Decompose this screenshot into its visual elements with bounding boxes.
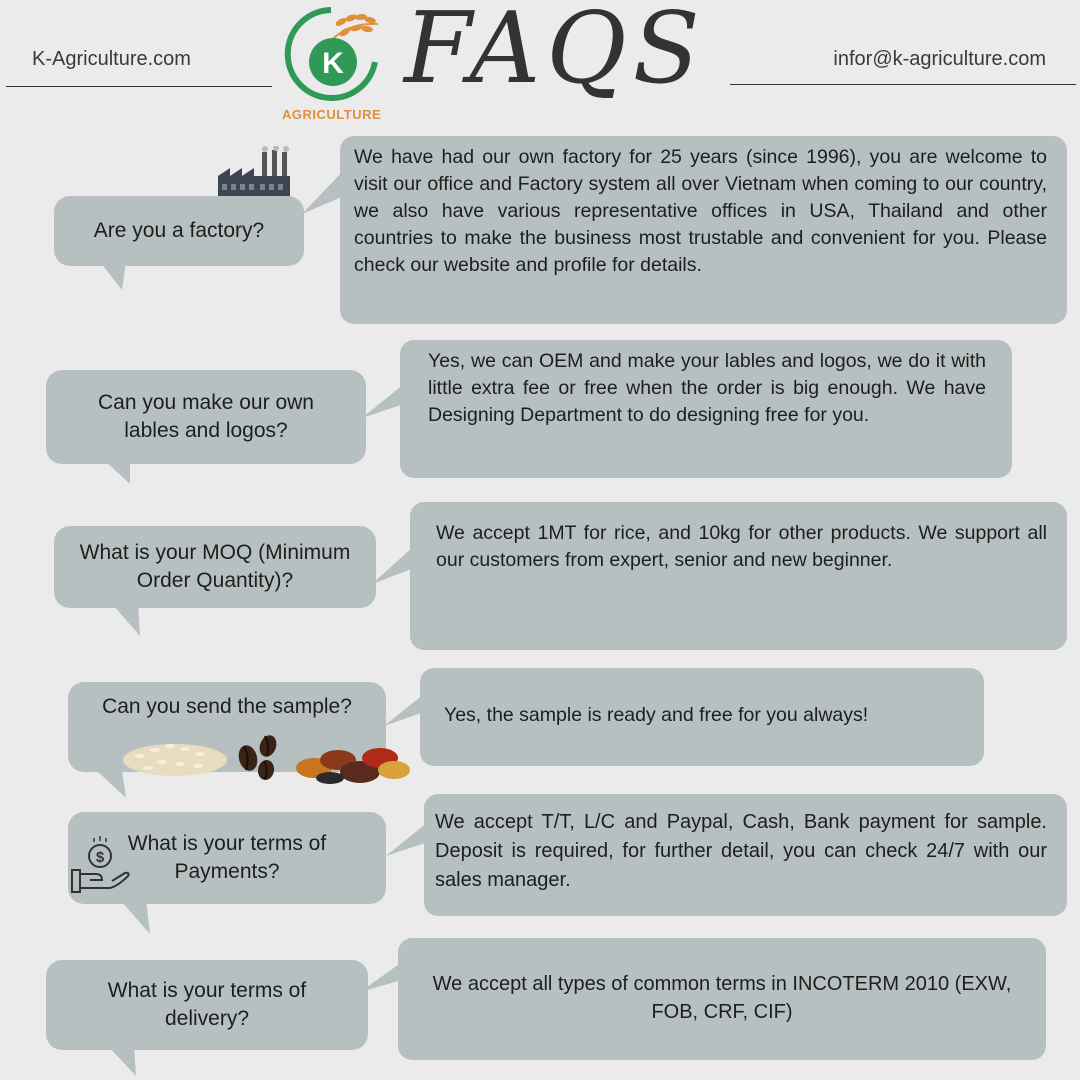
question-bubble-tail bbox=[104, 460, 134, 486]
k-agriculture-logo bbox=[283, 2, 383, 108]
faq-answer-delivery: We accept all types of common terms in INCOTERM 2010 (EXW, FOB, CRF, CIF) bbox=[398, 938, 1046, 1060]
rice-icon bbox=[120, 730, 230, 778]
answer-bubble-tail bbox=[302, 170, 344, 216]
contact-email[interactable]: infor@k-agriculture.com bbox=[833, 48, 1046, 70]
answer-bubble-tail bbox=[384, 694, 424, 728]
faq-question-delivery: What is your terms of delivery? bbox=[46, 960, 368, 1050]
answer-bubble-tail bbox=[386, 822, 428, 858]
faq-answer-payments: We accept T/T, L/C and Paypal, Cash, Bank payment for sample. Deposit is required, for further detail, you can check 24/7 with our sales manager. bbox=[424, 794, 1067, 916]
question-bubble-tail bbox=[120, 900, 150, 936]
svg-text:$: $ bbox=[95, 849, 105, 866]
site-url[interactable]: K-Agriculture.com bbox=[32, 48, 191, 70]
question-bubble-tail bbox=[112, 604, 142, 638]
question-bubble-tail bbox=[100, 262, 130, 292]
page-title: FAQS bbox=[404, 0, 706, 106]
faq-question-moq: What is your MOQ (Minimum Order Quantity)? bbox=[54, 526, 376, 608]
faq-answer-moq: We accept 1MT for rice, and 10kg for other products. We support all our customers from expert, senior and new beginner. bbox=[410, 502, 1067, 650]
answer-bubble-tail bbox=[372, 546, 414, 586]
faq-question-sample: Can you send the sample? bbox=[68, 682, 386, 732]
question-bubble-tail bbox=[96, 770, 126, 800]
answer-bubble-tail bbox=[362, 384, 404, 420]
faq-answer-factory: We have had our own factory for 25 years (since 1996), you are welcome to visit our office and Factory system all over Vietnam when coming to our country, we also have various representative offices in USA, Thailand and other countries to make the business most trustable and convenient for you. Please check our website and profile for details. bbox=[340, 136, 1067, 324]
header-rule-right bbox=[730, 84, 1076, 85]
answer-bubble-tail bbox=[360, 962, 402, 994]
logo-wordmark: AGRICULTURE bbox=[282, 107, 382, 122]
spices-icon bbox=[294, 736, 412, 786]
faq-question-factory: Are you a factory? bbox=[54, 196, 304, 266]
faq-question-payments: What is your terms of Payments? bbox=[68, 812, 386, 904]
faq-question-labels: Can you make our own lables and logos? bbox=[46, 370, 366, 464]
faq-answer-labels: Yes, we can OEM and make your lables and logos, we do it with little extra fee or free when the order is big enough. We have Designing Department to do designing free for you. bbox=[400, 340, 1012, 478]
faq-answer-sample: Yes, the sample is ready and free for you always! bbox=[420, 668, 984, 766]
question-bubble-tail bbox=[108, 1046, 138, 1078]
logo-letter: K bbox=[322, 47, 344, 80]
coffee-beans-icon bbox=[234, 732, 282, 782]
money-hand-icon bbox=[70, 836, 134, 896]
header-rule-left bbox=[6, 86, 272, 87]
